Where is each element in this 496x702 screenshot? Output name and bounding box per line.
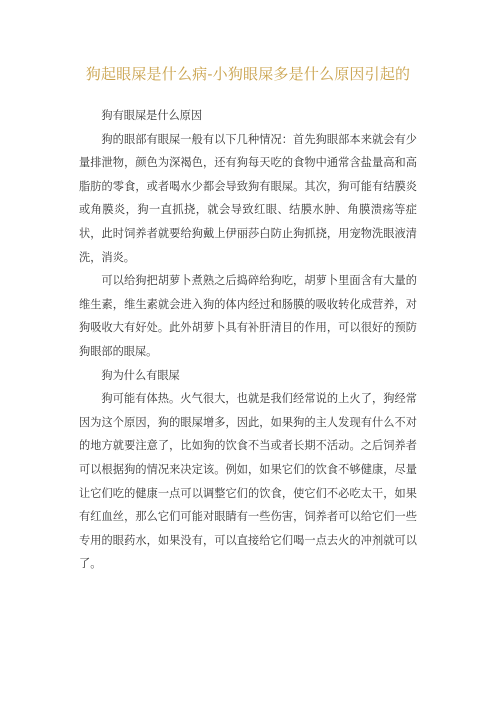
- section-heading-cause: 狗有眼屎是什么原因: [101, 109, 203, 122]
- document-title: 狗起眼屎是什么病-小狗眼屎多是什么原因引起的: [85, 65, 411, 83]
- document-body: [79, 104, 417, 576]
- section-heading-why: 狗为什么有眼屎: [101, 368, 180, 382]
- body-paragraph: 狗的眼部有眼屎一般有以下几种情况：首先狗眼部本来就会有少量排泄物，颜色为深褐色，还有狗每天吃的食物中通常含盐量高和高脂肪的零食，或者喝水少都会导致狗有眼屎。其次，狗可能有结膜炎或角膜炎，狗一直抓挠，就会导致红眼、结膜水肿、角膜溃疡等症状，此时饲养者就要给狗戴上伊丽莎白防止狗抓挠，用宠物洗眼液清洗，消炎。: [79, 132, 417, 264]
- body-paragraph: 可以给狗把胡萝卜煮熟之后捣碎给狗吃，胡萝卜里面含有大量的维生素，维生素就会进入狗的体内经过和肠膜的吸收转化成营养，对狗吸收大有好处。此外胡萝卜具有补肝清目的作用，可以很好的预防狗眼部的眼屎。: [79, 274, 417, 358]
- body-paragraph: 狗可能有体热。火气很大，也就是我们经常说的上火了，狗经常因为这个原因，狗的眼屎增多，因此，如果狗的主人发现有什么不对的地方就要注意了，比如狗的饮食不当或者长期不活动。之后饲养者可以根据狗的情况来决定该。例如，如果它们的饮食不够健康，尽量让它们吃的健康一点可以调整它们的饮食，使它们不必吃太干，如果有红血丝，那么它们可能对眼睛有一些伤害，饲养者可以给它们一些专用的眼药水，如果没有，可以直接给它们喝一点去火的冲剂就可以了。: [79, 392, 417, 571]
